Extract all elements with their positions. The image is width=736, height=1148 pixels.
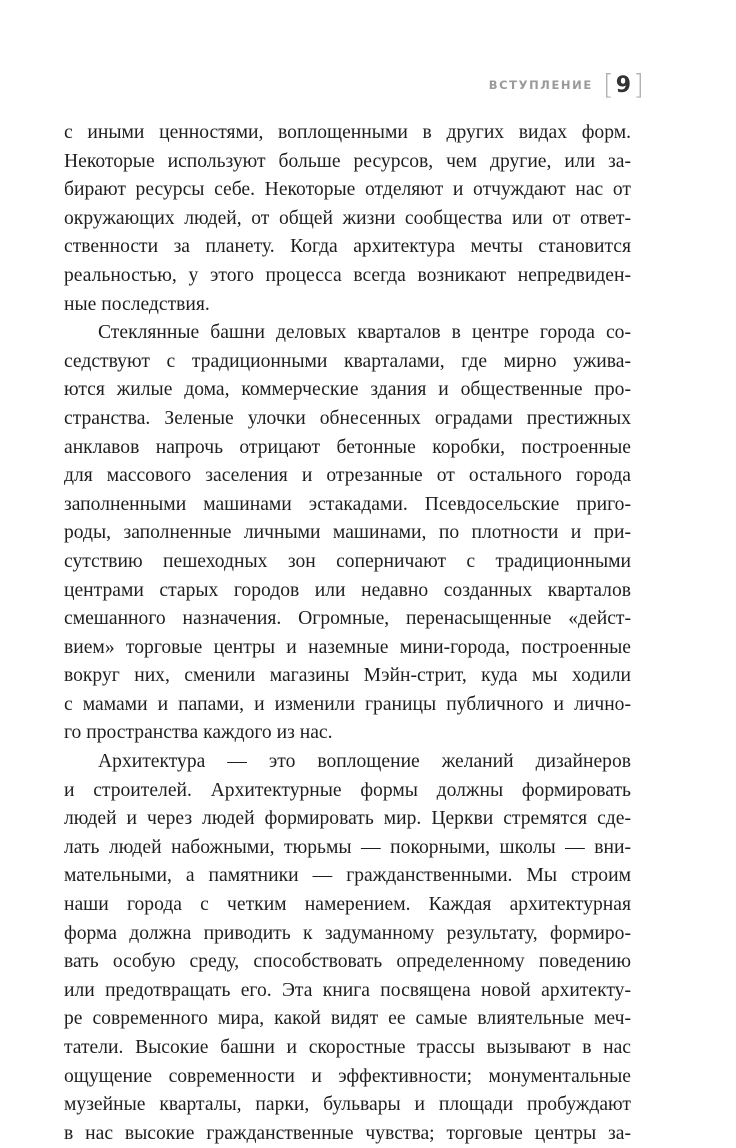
- text-line: Стеклянные башни деловых кварталов в центре города со-: [98, 322, 631, 344]
- text-line: в нас высокие гражданственные чувства; торговые центры за-: [64, 1122, 631, 1144]
- text-line: лать людей набожными, тюрьмы — покорными, школы — вни-: [64, 836, 631, 858]
- text-line: с иными ценностями, воплощенными в других видах форм.: [64, 122, 631, 143]
- text-line: для массового заселения и отрезанные от остального города: [64, 465, 631, 487]
- text-line: седствуют с традиционными кварталами, где мирно ужива-: [64, 350, 631, 372]
- text-line: окружающих людей, от общей жизни сообщества или от ответ-: [64, 207, 631, 229]
- running-header: [489, 70, 644, 100]
- text-line: музейные кварталы, парки, бульвары и площади пробуждают: [64, 1094, 631, 1116]
- text-line: или предотвращать его. Эта книга посвящена новой архитекту-: [64, 979, 631, 1001]
- body-text: [64, 119, 631, 1148]
- text-line: сутствию пешеходных зон соперничают с традиционными: [64, 550, 631, 572]
- text-line: странства. Зеленые улочки обнесенных оградами престижных: [64, 407, 631, 429]
- text-line: вием» торговые центры и наземные мини-города, построенные: [64, 636, 631, 658]
- text-line: реальностью, у этого процесса всегда возникают непредвиден-: [64, 264, 631, 286]
- text-line: бирают ресурсы себе. Некоторые отделяют и отчуждают нас от: [64, 179, 631, 201]
- text-line: с мамами и папами, и изменили границы публичного и лично-: [64, 693, 631, 715]
- text-line: вокруг них, сменили магазины Мэйн-стрит, куда мы ходили: [64, 665, 631, 687]
- text-line: Архитектура — это воплощение желаний дизайнеров: [98, 751, 631, 773]
- text-line: татели. Высокие башни и скоростные трассы вызывают в нас: [64, 1037, 631, 1058]
- text-line: смешанного назначения. Огромные, перенасыщенные «дейст-: [64, 608, 631, 630]
- page-number: 9: [615, 72, 632, 98]
- text-line: заполненными машинами эстакадами. Псевдосельские приго-: [64, 493, 631, 515]
- text-line: ощущение современности и эффективности; монументальные: [64, 1065, 631, 1087]
- text-line: наши города с четким намерением. Каждая архитектурная: [64, 894, 631, 916]
- text-line: ре современного мира, какой видят ее самые влиятельные меч-: [64, 1008, 631, 1030]
- text-line: роды, заполненные личными машинами, по плотности и при-: [64, 522, 631, 544]
- text-line: мательными, а памятники — гражданственными. Мы строим: [64, 865, 631, 887]
- text-line: ются жилые дома, коммерческие здания и общественные про-: [64, 379, 631, 401]
- text-line: и строителей. Архитектурные формы должны формировать: [64, 779, 631, 801]
- text-line: Некоторые используют больше ресурсов, чем другие, или за-: [64, 150, 631, 172]
- text-line: вать особую среду, способствовать определенному поведению: [64, 951, 631, 973]
- paragraph: [64, 319, 631, 748]
- section-title: ВСТУПЛЕНИЕ: [488, 78, 593, 92]
- text-line: анклавов напрочь отрицают бетонные коробки, построенные: [64, 436, 631, 458]
- left-bracket: [: [602, 68, 614, 101]
- right-bracket: ]: [633, 68, 644, 101]
- page-number-box: [603, 70, 644, 100]
- text-line: ные последствия.: [64, 293, 210, 315]
- text-line: ственности за планету. Когда архитектура мечты становится: [64, 236, 631, 258]
- text-line: людей и через людей формировать мир. Церкви стремятся сде-: [64, 808, 631, 830]
- text-line: го пространства каждого из нас.: [64, 722, 333, 744]
- paragraph: [64, 119, 631, 319]
- text-line: центрами старых городов или недавно созданных кварталов: [64, 579, 631, 601]
- paragraph: [64, 748, 631, 1148]
- text-line: форма должна приводить к задуманному результату, формиро-: [64, 922, 631, 944]
